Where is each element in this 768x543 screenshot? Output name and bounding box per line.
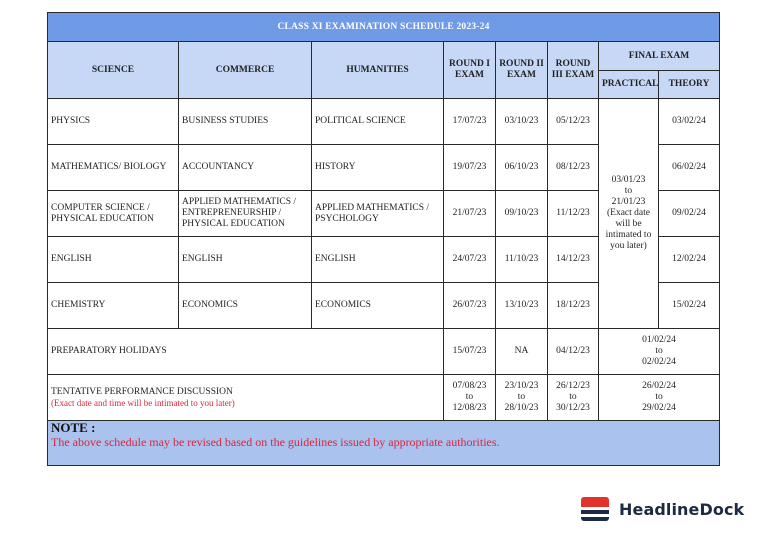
theory-date: 15/02/24 bbox=[659, 283, 720, 329]
exam-schedule-sheet bbox=[47, 12, 719, 466]
performance-discussion-row bbox=[48, 375, 720, 421]
brand-name: HeadlineDock bbox=[619, 499, 745, 519]
table-row bbox=[48, 99, 720, 145]
round1-date: 19/07/23 bbox=[444, 145, 496, 191]
commerce-subject: BUSINESS STUDIES bbox=[179, 99, 312, 145]
preparatory-final-to: 02/02/24 bbox=[642, 357, 676, 367]
header-round3: ROUND III EXAM bbox=[548, 42, 599, 99]
round3-date: 11/12/23 bbox=[548, 191, 599, 237]
theory-date: 09/02/24 bbox=[659, 191, 720, 237]
header-round2: ROUND II EXAM bbox=[496, 42, 548, 99]
humanities-subject: HISTORY bbox=[312, 145, 444, 191]
commerce-subject: ENGLISH bbox=[179, 237, 312, 283]
practical-from: 03/01/23 bbox=[611, 175, 646, 185]
round1-date: 24/07/23 bbox=[444, 237, 496, 283]
discussion-round3 bbox=[548, 375, 599, 421]
note-label: NOTE : bbox=[51, 420, 96, 435]
round1-date: 17/07/23 bbox=[444, 99, 496, 145]
theory-date: 12/02/24 bbox=[659, 237, 720, 283]
preparatory-final bbox=[599, 329, 720, 375]
header-final-exam: FINAL EXAM bbox=[599, 42, 720, 71]
theory-date: 06/02/24 bbox=[659, 145, 720, 191]
discussion-round2 bbox=[496, 375, 548, 421]
header-science: SCIENCE bbox=[48, 42, 179, 99]
header-humanities: HUMANITIES bbox=[312, 42, 444, 99]
round3-date: 18/12/23 bbox=[548, 283, 599, 329]
science-subject: PHYSICS bbox=[48, 99, 179, 145]
commerce-subject: APPLIED MATHEMATICS / ENTREPRENEURSHIP / PHYSICAL EDUCATION bbox=[179, 191, 312, 237]
preparatory-final-to-word: to bbox=[655, 346, 663, 356]
discussion-round1-to: 12/08/23 bbox=[452, 403, 487, 413]
practical-to: 21/01/23 bbox=[611, 197, 646, 207]
practical-to-word: to bbox=[624, 186, 633, 196]
preparatory-round2: NA bbox=[496, 329, 548, 375]
discussion-label: TENTATIVE PERFORMANCE DISCUSSION bbox=[51, 386, 233, 397]
theory-date: 03/02/24 bbox=[659, 99, 720, 145]
preparatory-label: PREPARATORY HOLIDAYS bbox=[48, 329, 444, 375]
schedule-title: CLASS XI EXAMINATION SCHEDULE 2023-24 bbox=[48, 13, 720, 42]
humanities-subject: ECONOMICS bbox=[312, 283, 444, 329]
round3-date: 08/12/23 bbox=[548, 145, 599, 191]
commerce-subject: ECONOMICS bbox=[179, 283, 312, 329]
discussion-sublabel: (Exact date and time will be intimated to you later) bbox=[51, 397, 235, 408]
round2-date: 06/10/23 bbox=[496, 145, 548, 191]
discussion-round2-to: 28/10/23 bbox=[504, 403, 539, 413]
discussion-round1 bbox=[444, 375, 496, 421]
header-commerce: COMMERCE bbox=[179, 42, 312, 99]
commerce-subject: ACCOUNTANCY bbox=[179, 145, 312, 191]
round2-date: 09/10/23 bbox=[496, 191, 548, 237]
humanities-subject: POLITICAL SCIENCE bbox=[312, 99, 444, 145]
humanities-subject: ENGLISH bbox=[312, 237, 444, 283]
science-subject: MATHEMATICS/ BIOLOGY bbox=[48, 145, 179, 191]
to-word: to bbox=[465, 392, 474, 402]
discussion-round2-from: 23/10/23 bbox=[504, 381, 539, 391]
practical-note: (Exact date will be intimated to you later) bbox=[605, 208, 652, 251]
to-word: to bbox=[569, 392, 577, 402]
discussion-final-from: 26/02/24 bbox=[642, 381, 676, 391]
discussion-round1-from: 07/08/23 bbox=[452, 381, 487, 391]
discussion-round3-from: 26/12/23 bbox=[556, 381, 590, 391]
note-cell bbox=[48, 421, 720, 466]
practical-dates bbox=[599, 99, 659, 329]
preparatory-final-from: 01/02/24 bbox=[642, 335, 676, 345]
science-subject: COMPUTER SCIENCE / PHYSICAL EDUCATION bbox=[48, 191, 179, 237]
round1-date: 26/07/23 bbox=[444, 283, 496, 329]
header-round1: ROUND I EXAM bbox=[444, 42, 496, 99]
round3-date: 14/12/23 bbox=[548, 237, 599, 283]
header-practical: PRACTICAL bbox=[599, 71, 659, 99]
preparatory-holidays-row bbox=[48, 329, 720, 375]
discussion-final-to: 29/02/24 bbox=[642, 403, 676, 413]
preparatory-round3: 04/12/23 bbox=[548, 329, 599, 375]
science-subject: CHEMISTRY bbox=[48, 283, 179, 329]
headlinedock-logo-icon bbox=[581, 497, 609, 521]
preparatory-round1: 15/07/23 bbox=[444, 329, 496, 375]
discussion-final bbox=[599, 375, 720, 421]
note-row bbox=[48, 421, 720, 466]
discussion-round3-to: 30/12/23 bbox=[556, 403, 590, 413]
humanities-subject: APPLIED MATHEMATICS / PSYCHOLOGY bbox=[312, 191, 444, 237]
round2-date: 13/10/23 bbox=[496, 283, 548, 329]
round1-date: 21/07/23 bbox=[444, 191, 496, 237]
discussion-label-cell bbox=[48, 375, 444, 421]
to-word: to bbox=[517, 392, 526, 402]
round3-date: 05/12/23 bbox=[548, 99, 599, 145]
note-text: The above schedule may be revised based on the guidelines issued by appropriate authorities. bbox=[51, 435, 500, 449]
to-word: to bbox=[655, 392, 663, 402]
science-subject: ENGLISH bbox=[48, 237, 179, 283]
round2-date: 03/10/23 bbox=[496, 99, 548, 145]
header-theory: THEORY bbox=[659, 71, 720, 99]
brand-watermark bbox=[581, 497, 744, 521]
exam-schedule-table bbox=[47, 12, 720, 466]
round2-date: 11/10/23 bbox=[496, 237, 548, 283]
